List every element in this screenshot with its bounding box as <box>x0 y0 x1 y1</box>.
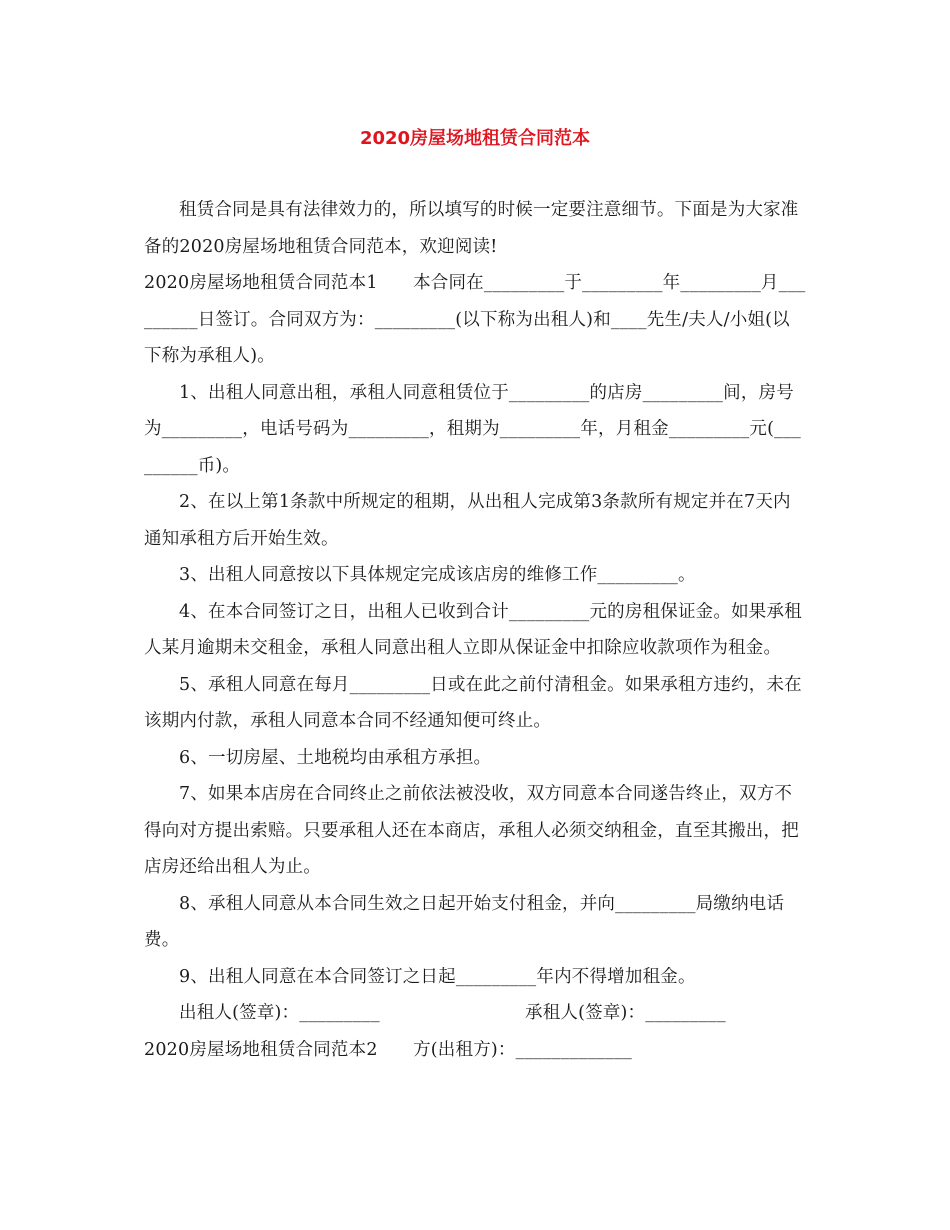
clause-5: 5、承租人同意在每月_________日或在此之前付清租金。如果承租方违约，未在该期内付款，承租人同意本合同不经通知便可终止。 <box>144 674 802 731</box>
intro-paragraph: 租赁合同是具有法律效力的，所以填写的时候一定要注意细节。下面是为大家准备的2020房屋场地租赁合同范本，欢迎阅读! <box>144 200 799 257</box>
clause-3: 3、出租人同意按以下具体规定完成该店房的维修工作_________。 <box>179 565 696 585</box>
document-title: 2020房屋场地租赁合同范本 <box>359 128 591 149</box>
clause-1: 1、出租人同意出租，承租人同意租赁位于_________的店房_________间，房号为_________，电话号码为_________，租期为_________年，月租金_________元(_________币)。 <box>144 382 801 476</box>
document-body <box>144 192 806 1068</box>
section-1-opening: 2020房屋场地租赁合同范本1 本合同在_________于_________年_________月_________日签订。合同双方为：_________(以下称为出租人)和____先生/夫人/小姐(以下称为承租人)。 <box>144 273 806 366</box>
clause-7: 7、如果本店房在合同终止之前依法被没收，双方同意本合同遂告终止，双方不得向对方提出索赔。只要承租人还在本商店，承租人必须交纳租金，直至其搬出，把店房还给出租人为止。 <box>144 784 799 877</box>
lessee-signature-line: 承租人(签章)：_________ <box>525 1003 726 1023</box>
section-2-opening: 2020房屋场地租赁合同范本2 方(出租方)：_____________ <box>144 1039 632 1060</box>
clause-9: 9、出租人同意在本合同签订之日起_________年内不得增加租金。 <box>179 966 696 987</box>
signature-row <box>144 995 806 1032</box>
clause-4: 4、在本合同签订之日，出租人已收到合计_________元的房租保证金。如果承租人某月逾期未交租金，承租人同意出租人立即从保证金中扣除应收款项作为租金。 <box>144 601 802 658</box>
lessor-signature-line: 出租人(签章)：_________ <box>179 1003 380 1023</box>
clause-2: 2、在以上第1条款中所规定的租期，从出租人完成第3条款所有规定并在7天内通知承租方后开始生效。 <box>144 492 791 549</box>
clause-6: 6、一切房屋、土地税均由承租方承担。 <box>179 747 492 768</box>
clause-8: 8、承租人同意从本合同生效之日起开始支付租金，并向_________局缴纳电话费。 <box>144 893 785 950</box>
